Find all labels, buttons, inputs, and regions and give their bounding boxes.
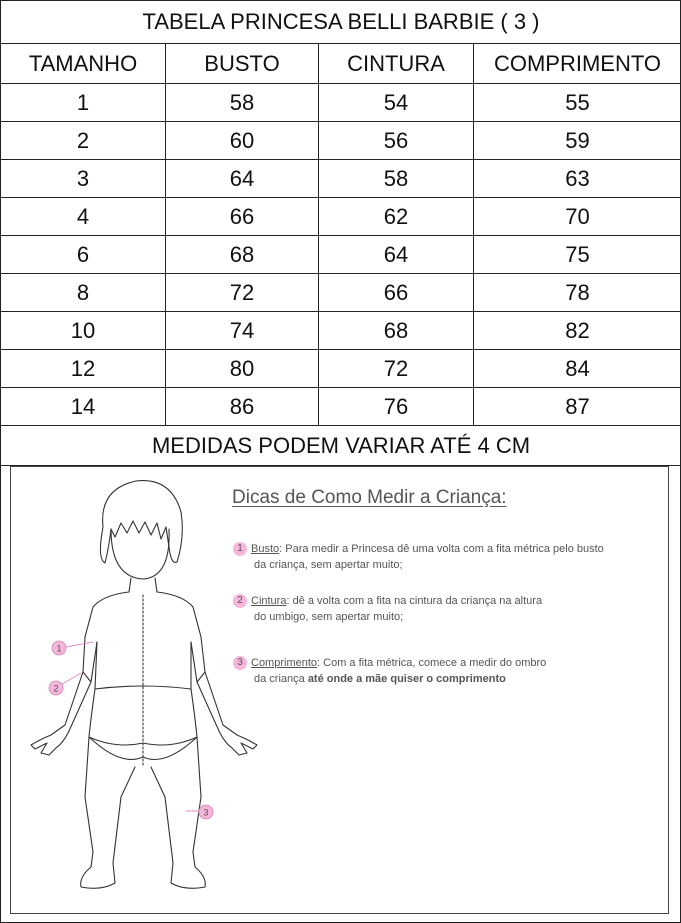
tip-cintura: [233, 593, 653, 625]
table-row: [1, 84, 681, 122]
cell-tamanho: 6: [1, 236, 166, 274]
table-title: TABELA PRINCESA BELLI BARBIE ( 3 ): [1, 1, 681, 44]
tip-text-line2: do umbigo, sem apertar muito;: [254, 611, 404, 623]
cell-comprimento: 87: [474, 388, 681, 426]
tip-key: Cintura: [251, 595, 287, 607]
cell-cintura: 76: [319, 388, 474, 426]
variation-note: MEDIDAS PODEM VARIAR ATÉ 4 CM: [1, 426, 681, 466]
cell-busto: 86: [166, 388, 319, 426]
cell-tamanho: 4: [1, 198, 166, 236]
tip-text: : dê a volta com a fita na cintura da criança na altura: [286, 595, 543, 607]
cell-comprimento: 59: [474, 122, 681, 160]
cell-comprimento: 84: [474, 350, 681, 388]
cell-cintura: 64: [319, 236, 474, 274]
cell-busto: 58: [166, 84, 319, 122]
table-row: [1, 350, 681, 388]
cell-busto: 60: [166, 122, 319, 160]
header-tamanho: TAMANHO: [1, 44, 166, 84]
cell-cintura: 68: [319, 312, 474, 350]
cell-cintura: 56: [319, 122, 474, 160]
tip-text-line2: da criança: [254, 673, 308, 685]
tip-text: : Com a fita métrica, comece a medir do ombro: [317, 657, 547, 669]
cell-busto: 72: [166, 274, 319, 312]
tip-number: 2: [233, 594, 247, 608]
cell-comprimento: 70: [474, 198, 681, 236]
cell-comprimento: 82: [474, 312, 681, 350]
table-row: [1, 198, 681, 236]
marker-1: [52, 641, 66, 655]
table-row: [1, 274, 681, 312]
tip-bold-text: até onde a mãe quiser o comprimento: [307, 673, 506, 685]
tip-busto: [233, 541, 653, 573]
cell-cintura: 72: [319, 350, 474, 388]
cell-tamanho: 8: [1, 274, 166, 312]
table-row: [1, 312, 681, 350]
cell-tamanho: 1: [1, 84, 166, 122]
tip-comprimento: [233, 655, 653, 687]
cell-busto: 66: [166, 198, 319, 236]
marker-1-label: 1: [56, 643, 62, 654]
tip-key: Comprimento: [251, 657, 318, 669]
tip-number: 3: [233, 656, 247, 670]
table-row: [1, 236, 681, 274]
table-row: [1, 122, 681, 160]
cell-comprimento: 78: [474, 274, 681, 312]
cell-cintura: 54: [319, 84, 474, 122]
tip-text: : Para medir a Princesa dê uma volta com a fita métrica pelo busto: [279, 543, 604, 555]
table-row: [1, 388, 681, 426]
header-comprimento: COMPRIMENTO: [474, 44, 681, 84]
cell-cintura: 62: [319, 198, 474, 236]
cell-busto: 80: [166, 350, 319, 388]
child-figure-illustration: [11, 467, 668, 913]
cell-busto: 64: [166, 160, 319, 198]
cell-comprimento: 55: [474, 84, 681, 122]
cell-tamanho: 14: [1, 388, 166, 426]
cell-tamanho: 12: [1, 350, 166, 388]
header-busto: BUSTO: [166, 44, 319, 84]
tip-number: 1: [233, 542, 247, 556]
cell-cintura: 58: [319, 160, 474, 198]
measuring-guide: [10, 466, 669, 914]
tips-title: Dicas de Como Medir a Criança:: [232, 487, 507, 508]
marker-2: [49, 681, 63, 695]
table-row: [1, 160, 681, 198]
cell-tamanho: 2: [1, 122, 166, 160]
cell-busto: 68: [166, 236, 319, 274]
tip-text-line2: da criança, sem apertar muito;: [254, 559, 403, 571]
cell-tamanho: 3: [1, 160, 166, 198]
cell-comprimento: 63: [474, 160, 681, 198]
tip-key: Busto: [251, 543, 280, 555]
cell-tamanho: 10: [1, 312, 166, 350]
marker-3-label: 3: [203, 807, 209, 818]
marker-3: [199, 805, 213, 819]
cell-comprimento: 75: [474, 236, 681, 274]
cell-busto: 74: [166, 312, 319, 350]
cell-cintura: 66: [319, 274, 474, 312]
header-cintura: CINTURA: [319, 44, 474, 84]
marker-2-label: 2: [53, 683, 59, 694]
